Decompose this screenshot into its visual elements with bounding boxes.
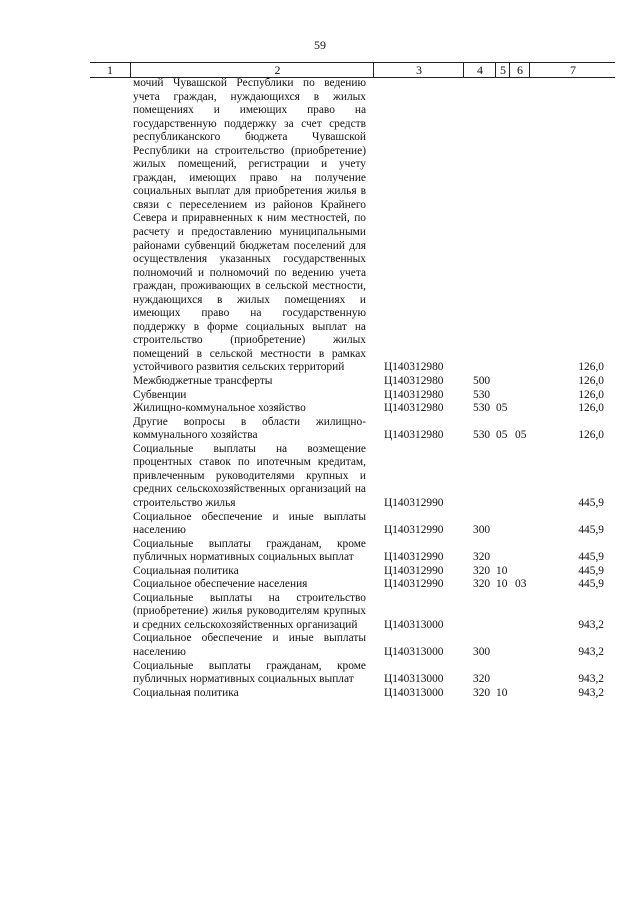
table-header xyxy=(90,62,615,78)
row-col-6: 03 xyxy=(515,578,527,591)
row-code: Ц140312980 xyxy=(384,388,444,401)
row-description: Другие вопросы в области жилищно-коммунального хозяйства xyxy=(133,415,366,442)
row-col-6: 05 xyxy=(515,429,527,442)
row-amount: 126,0 xyxy=(578,429,604,442)
header-col-6: 6 xyxy=(509,63,530,77)
header-col-4: 4 xyxy=(463,63,496,77)
row-col-4: 530 xyxy=(473,388,491,401)
row-code: Ц140313000 xyxy=(384,645,444,658)
row-description: Социальная политика xyxy=(133,564,239,577)
row-col-4: 320 xyxy=(473,673,491,686)
row-amount: 943,2 xyxy=(578,673,604,686)
table-row xyxy=(0,402,640,416)
row-col-4: 320 xyxy=(473,564,491,577)
row-amount: 126,0 xyxy=(578,388,604,401)
table-row xyxy=(0,592,640,633)
row-col-5: 10 xyxy=(496,578,508,591)
header-col-2: 2 xyxy=(130,63,424,77)
row-col-4: 320 xyxy=(473,551,491,564)
row-col-4: 320 xyxy=(473,686,491,699)
row-col-5: 10 xyxy=(496,686,508,699)
row-amount: 445,9 xyxy=(578,578,604,591)
row-amount: 943,2 xyxy=(578,686,604,699)
row-description: Социальное обеспечение и иные выплаты населению xyxy=(133,510,366,537)
table-row xyxy=(0,511,640,538)
header-col-3: 3 xyxy=(373,63,464,77)
row-col-5: 05 xyxy=(496,402,508,415)
row-code: Ц140312990 xyxy=(384,496,444,509)
header-col-5: 5 xyxy=(495,63,510,77)
row-description: Социальное обеспечение и иные выплаты населению xyxy=(133,632,366,658)
row-description: Социальные выплаты гражданам, кроме публичных нормативных социальных выплат xyxy=(133,659,366,686)
row-amount: 943,2 xyxy=(578,618,604,631)
row-col-5: 05 xyxy=(496,429,508,442)
row-description: Социальные выплаты гражданам, кроме публичных нормативных социальных выплат xyxy=(133,537,366,564)
row-description: Жилищно-коммунальное хозяйство xyxy=(133,402,306,415)
table-row xyxy=(0,416,640,443)
table-row xyxy=(0,565,640,579)
table-row xyxy=(0,687,640,701)
row-col-4: 300 xyxy=(473,524,491,537)
row-description: Социальная политика xyxy=(133,686,239,699)
row-code: Ц140313000 xyxy=(384,673,444,686)
row-code: Ц140312980 xyxy=(384,429,444,442)
table-row xyxy=(0,77,640,375)
row-description: мочий Чувашской Республики по ведению учета граждан, нуждающихся в жилых помещениях и имеющих право на государственную поддержку за счет средств республиканского бюджета Чувашской Республики на строительство (приобретение) жилых помещений, регистрации и учету граждан, имеющих право на получение социальных выплат для приобретения жилья в связи с переселением из районов Крайнего Севера и приравненных к ним местностей, по расчету и предоставлению муниципальными районами субвенций бюджетам поселений для осуществления указанных государственных полномочий и полномочий по ведению учета граждан, проживающих в сельской местности, нуждающихся в жилых помещениях и имеющих право на государственную поддержку в форме социальных выплат на строительство (приобретение) жилых помещений в сельской местности в рамках устойчивого развития сельских территорий xyxy=(133,77,366,374)
row-description: Социальное обеспечение населения xyxy=(133,578,308,591)
table-row xyxy=(0,389,640,403)
table-body xyxy=(0,77,640,700)
row-code: Ц140313000 xyxy=(384,618,444,631)
row-col-4: 300 xyxy=(473,645,491,658)
row-col-5: 10 xyxy=(496,564,508,577)
row-code: Ц140313000 xyxy=(384,686,444,699)
row-amount: 445,9 xyxy=(578,496,604,509)
row-amount: 445,9 xyxy=(578,524,604,537)
row-description: Социальные выплаты на возмещение процентных ставок по ипотечным кредитам, привлеченным руководителями крупных и средних сельскохозяйственных организаций на строительство жилья xyxy=(133,442,366,509)
row-col-4: 320 xyxy=(473,578,491,591)
table-row xyxy=(0,632,640,659)
row-code: Ц140312990 xyxy=(384,551,444,564)
row-code: Ц140312990 xyxy=(384,524,444,537)
table-row xyxy=(0,660,640,687)
row-code: Ц140312980 xyxy=(384,402,444,415)
table-row xyxy=(0,538,640,565)
table-row xyxy=(0,443,640,511)
row-description: Межбюджетные трансферты xyxy=(133,375,273,388)
row-code: Ц140312980 xyxy=(384,361,444,374)
row-code: Ц140312990 xyxy=(384,578,444,591)
row-amount: 445,9 xyxy=(578,564,604,577)
row-col-4: 500 xyxy=(473,375,491,388)
row-description: Субвенции xyxy=(133,388,187,401)
table-row xyxy=(0,375,640,389)
row-amount: 943,2 xyxy=(578,645,604,658)
row-col-4: 530 xyxy=(473,429,491,442)
row-amount: 126,0 xyxy=(578,375,604,388)
row-amount: 126,0 xyxy=(578,402,604,415)
header-col-1: 1 xyxy=(107,63,113,77)
page-number: 59 xyxy=(314,38,326,52)
row-col-4: 530 xyxy=(473,402,491,415)
row-amount: 126,0 xyxy=(578,361,604,374)
row-amount: 445,9 xyxy=(578,551,604,564)
row-code: Ц140312980 xyxy=(384,375,444,388)
row-code: Ц140312990 xyxy=(384,564,444,577)
row-description: Социальные выплаты на строительство (приобретение) жилья руководителям крупных и средних сельскохозяйственных организаций xyxy=(133,591,366,631)
header-col-7: 7 xyxy=(529,63,616,77)
table-row xyxy=(0,578,640,592)
